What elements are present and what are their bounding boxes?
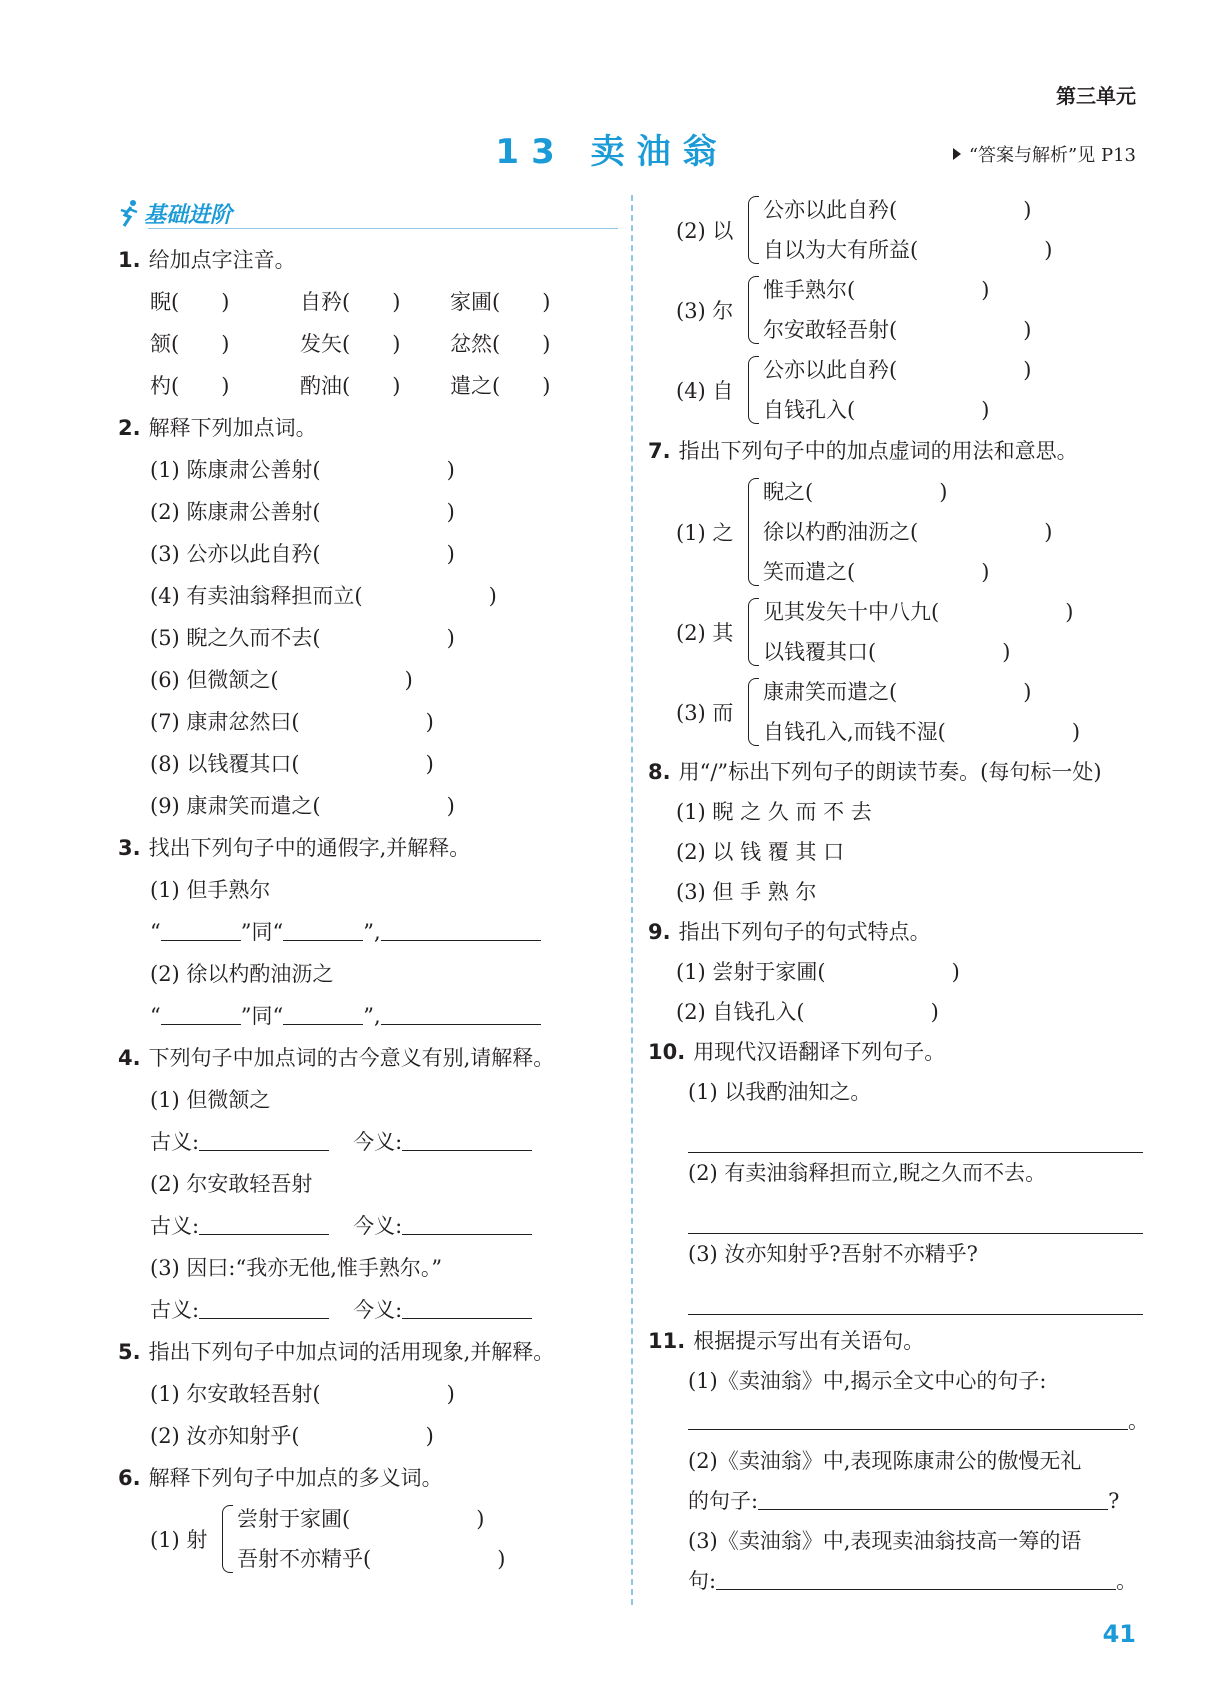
q8-item: (3) 但 手 熟 尔: [676, 880, 817, 904]
question-11: [648, 1321, 1148, 1361]
q2-item: (3) 公亦以此自矜( ): [150, 542, 455, 566]
section-label: 基础进阶: [144, 202, 233, 228]
answer-blank[interactable]: [688, 1407, 1128, 1430]
answer-reference-text: “答案与解析”见 P13: [968, 145, 1136, 166]
brace-items: [763, 592, 1073, 672]
question-4: [118, 1037, 618, 1079]
pinyin-item: 遣之( ): [450, 374, 551, 398]
question-number: 1.: [118, 248, 141, 272]
q6-group: [118, 1499, 618, 1579]
q11-answer-line: [648, 1561, 1148, 1601]
pinyin-item: 自矜( ): [300, 290, 401, 314]
brace-items: [763, 190, 1052, 270]
q3-answer-line: [118, 911, 618, 953]
close-quote: ”,: [363, 920, 381, 944]
question-text: 下列句子中加点词的古今意义有别,请解释。: [148, 1046, 555, 1070]
answer-blank[interactable]: [199, 1212, 329, 1235]
brace-item: 惟手熟尔( ): [763, 278, 990, 302]
q5-item: (2) 汝亦知射乎( ): [150, 1424, 434, 1448]
same-as-label: ”同“: [240, 920, 284, 944]
question-10: [648, 1032, 1148, 1072]
modern-meaning-label: 今义:: [353, 1130, 403, 1154]
q11-item: (1)《卖油翁》中,揭示全文中心的句子:: [688, 1369, 1047, 1393]
question-number: 9.: [648, 920, 671, 944]
question-number: 3.: [118, 836, 141, 860]
ancient-meaning-label: 古义:: [150, 1130, 200, 1154]
question-text: 找出下列句子中的通假字,并解释。: [148, 836, 471, 860]
q11-item-cont: 句:: [688, 1569, 717, 1593]
q9-item: (2) 自钱孔入( ): [676, 1000, 939, 1024]
question-number: 11.: [648, 1329, 686, 1353]
brace-mark: [222, 1505, 233, 1573]
brace-label: (2) 以: [676, 219, 734, 243]
question-3: [118, 827, 618, 869]
q11-answer-line: [648, 1401, 1148, 1441]
q7-group: [648, 592, 1148, 672]
q11-item-cont: 的句子:: [688, 1489, 759, 1513]
brace-item: 尔安敢轻吾射( ): [763, 318, 1032, 342]
end-mark: 。: [1116, 1569, 1138, 1593]
brace-items: [763, 472, 1052, 592]
answer-blank[interactable]: [716, 1567, 1116, 1590]
pinyin-item: 睨( ): [150, 290, 230, 314]
q2-item: (1) 陈康肃公善射( ): [150, 458, 455, 482]
question-text: 给加点字注音。: [148, 248, 296, 272]
q6-group: [648, 270, 1148, 350]
pinyin-item: 家圃( ): [450, 290, 551, 314]
question-number: 4.: [118, 1046, 141, 1070]
same-as-label: ”同“: [240, 1004, 284, 1028]
question-text: 指出下列句子中加点词的活用现象,并解释。: [148, 1340, 555, 1364]
answer-line[interactable]: [688, 1193, 1143, 1234]
end-mark: ?: [1108, 1489, 1120, 1513]
q6-group: [648, 190, 1148, 270]
right-column: [648, 190, 1148, 1601]
answer-blank[interactable]: [402, 1296, 532, 1319]
end-mark: 。: [1128, 1409, 1149, 1433]
question-text: 用现代汉语翻译下列句子。: [693, 1040, 946, 1064]
answer-blank[interactable]: [402, 1128, 532, 1151]
brace-items: [763, 350, 1031, 430]
question-number: 6.: [118, 1466, 141, 1490]
brace-item: 尝射于家圃( ): [237, 1507, 485, 1531]
q8-item: (1) 睨 之 久 而 不 去: [676, 800, 872, 824]
q2-item: (5) 睨之久而不去( ): [150, 626, 455, 650]
brace-mark: [748, 356, 759, 424]
section-underline: [148, 228, 618, 229]
brace-mark: [748, 678, 759, 746]
brace-label: (1) 之: [676, 521, 734, 545]
question-text: 指出下列句子中的加点虚词的用法和意思。: [678, 439, 1078, 463]
q4-item: (1) 但微颔之: [150, 1088, 271, 1112]
answer-line[interactable]: [688, 1274, 1143, 1315]
brace-item: 自钱孔入( ): [763, 398, 990, 422]
brace-label: (4) 自: [676, 379, 734, 403]
question-text: 解释下列加点词。: [148, 416, 317, 440]
pinyin-grid: [118, 281, 618, 407]
question-number: 2.: [118, 416, 141, 440]
pinyin-item: 颔( ): [150, 332, 230, 356]
brace-item: 徐以杓酌油沥之( ): [763, 520, 1053, 544]
q11-answer-line: [648, 1481, 1148, 1521]
unit-label: 第三单元: [1056, 84, 1136, 108]
runner-icon: [118, 199, 140, 227]
answer-blank[interactable]: [381, 918, 541, 941]
pinyin-item: 发矢( ): [300, 332, 401, 356]
question-5: [118, 1331, 618, 1373]
triangle-arrow-icon: [953, 148, 961, 160]
close-quote: ”,: [363, 1004, 381, 1028]
q5-item: (1) 尔安敢轻吾射( ): [150, 1382, 455, 1406]
answer-blank[interactable]: [758, 1487, 1108, 1510]
ancient-meaning-label: 古义:: [150, 1214, 200, 1238]
brace-label: (3) 而: [676, 701, 734, 725]
column-divider: [631, 195, 633, 1605]
brace-item: 公亦以此自矜( ): [763, 198, 1032, 222]
answer-blank[interactable]: [381, 1002, 541, 1025]
question-number: 7.: [648, 439, 671, 463]
brace-label: (1) 射: [150, 1528, 208, 1552]
question-number: 10.: [648, 1040, 686, 1064]
q2-item: (4) 有卖油翁释担而立( ): [150, 584, 497, 608]
brace-items: [237, 1499, 505, 1579]
q10-item: (2) 有卖油翁释担而立,睨之久而不去。: [688, 1161, 1047, 1185]
q9-item: (1) 尝射于家圃( ): [676, 960, 960, 984]
q4-answer-line: [118, 1289, 618, 1331]
pinyin-item: 杓( ): [150, 374, 230, 398]
brace-mark: [748, 478, 759, 586]
q11-item: (2)《卖油翁》中,表现陈康肃公的傲慢无礼: [688, 1449, 1082, 1473]
question-1: [118, 239, 618, 281]
modern-meaning-label: 今义:: [353, 1214, 403, 1238]
q2-item: (7) 康肃忿然曰( ): [150, 710, 434, 734]
q7-group: [648, 472, 1148, 592]
q6-group: [648, 350, 1148, 430]
brace-label: (2) 其: [676, 621, 734, 645]
q3-answer-line: [118, 995, 618, 1037]
question-number: 5.: [118, 1340, 141, 1364]
q2-item: (8) 以钱覆其口( ): [150, 752, 434, 776]
q3-item: (1) 但手熟尔: [150, 878, 271, 902]
left-column: [118, 195, 618, 1579]
lesson-title: 13 卖油翁: [495, 132, 729, 172]
question-2: [118, 407, 618, 449]
brace-item: 自以为大有所益( ): [763, 238, 1053, 262]
question-7: [648, 430, 1148, 472]
brace-item: 自钱孔入,而钱不湿( ): [763, 720, 1081, 744]
answer-blank[interactable]: [161, 918, 241, 941]
q3-item: (2) 徐以杓酌油沥之: [150, 962, 334, 986]
answer-blank[interactable]: [199, 1296, 329, 1319]
pinyin-item: 酌油( ): [300, 374, 401, 398]
brace-item: 公亦以此自矜( ): [763, 358, 1032, 382]
q7-group: [648, 672, 1148, 752]
brace-label: (3) 尔: [676, 299, 734, 323]
q4-item: (2) 尔安敢轻吾射: [150, 1172, 313, 1196]
answer-line[interactable]: [688, 1112, 1143, 1153]
brace-items: [763, 672, 1080, 752]
question-text: 用“/”标出下列句子的朗读节奏。(每句标一处): [678, 760, 1102, 784]
brace-item: 康肃笑而遣之( ): [763, 680, 1032, 704]
brace-mark: [748, 276, 759, 344]
question-text: 根据提示写出有关语句。: [693, 1329, 925, 1353]
brace-item: 笑而遣之( ): [763, 560, 990, 584]
brace-mark: [748, 196, 759, 264]
ancient-meaning-label: 古义:: [150, 1298, 200, 1322]
q2-item: (9) 康肃笑而遣之( ): [150, 794, 455, 818]
brace-items: [763, 270, 1031, 350]
q4-answer-line: [118, 1121, 618, 1163]
question-6: [118, 1457, 618, 1499]
pinyin-item: 忿然( ): [450, 332, 551, 356]
q10-item: (1) 以我酌油知之。: [688, 1080, 872, 1104]
answer-blank[interactable]: [199, 1128, 329, 1151]
brace-item: 见其发矢十中八九( ): [763, 600, 1074, 624]
q11-item: (3)《卖油翁》中,表现卖油翁技高一筹的语: [688, 1529, 1082, 1553]
answer-blank[interactable]: [402, 1212, 532, 1235]
modern-meaning-label: 今义:: [353, 1298, 403, 1322]
open-quote: “: [150, 920, 161, 944]
open-quote: “: [150, 1004, 161, 1028]
section-header: [118, 195, 618, 231]
brace-item: 以钱覆其口( ): [763, 640, 1011, 664]
question-text: 解释下列句子中加点的多义词。: [148, 1466, 443, 1490]
q4-item: (3) 因曰:“我亦无他,惟手熟尔。”: [150, 1256, 443, 1280]
answer-blank[interactable]: [161, 1002, 241, 1025]
brace-item: 睨之( ): [763, 480, 948, 504]
question-9: [648, 912, 1148, 952]
brace-item: 吾射不亦精乎( ): [237, 1547, 506, 1571]
q2-item: (6) 但微颔之( ): [150, 668, 413, 692]
answer-reference: [953, 141, 1136, 167]
q2-item: (2) 陈康肃公善射( ): [150, 500, 455, 524]
question-number: 8.: [648, 760, 671, 784]
question-text: 指出下列句子的句式特点。: [678, 920, 931, 944]
question-8: [648, 752, 1148, 792]
answer-blank[interactable]: [283, 918, 363, 941]
page-number: 41: [1102, 1620, 1136, 1648]
q10-item: (3) 汝亦知射乎?吾射不亦精乎?: [688, 1242, 978, 1266]
q8-item: (2) 以 钱 覆 其 口: [676, 840, 845, 864]
q4-answer-line: [118, 1205, 618, 1247]
brace-mark: [748, 598, 759, 666]
answer-blank[interactable]: [283, 1002, 363, 1025]
